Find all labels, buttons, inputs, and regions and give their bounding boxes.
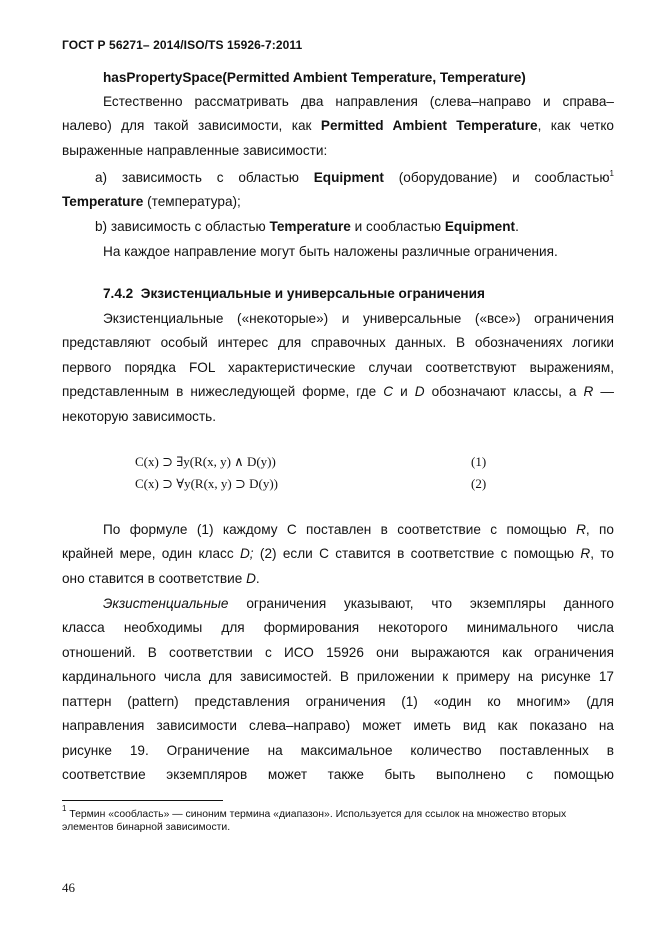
para4-l2-mid: (2) если C ставится в соответствие с помощью bbox=[253, 546, 581, 561]
para5-line8 bbox=[62, 763, 614, 787]
para5-l5-text: паттерн (pattern) представления ограничения (1) «один ко многим» (для bbox=[62, 694, 614, 709]
para5-line7 bbox=[62, 739, 614, 763]
var-d-2: D; bbox=[239, 546, 254, 561]
formula-1-number: (1) bbox=[471, 454, 487, 469]
para5-line1 bbox=[103, 592, 614, 616]
para4-line2 bbox=[62, 542, 614, 566]
para5-line5 bbox=[62, 690, 614, 714]
var-r-2: R bbox=[576, 522, 586, 537]
list-item-a bbox=[95, 166, 614, 190]
para3-line2 bbox=[62, 331, 614, 355]
para3-line4-pre: представленным в нижеследующей форме, где bbox=[62, 384, 384, 399]
list-item-a-cont bbox=[62, 190, 614, 214]
var-r: R bbox=[583, 384, 594, 399]
para1-line3: выраженные направленные зависимости: bbox=[62, 143, 328, 158]
item-b-post: . bbox=[515, 219, 519, 234]
para4-l2-post: , то bbox=[590, 546, 614, 561]
para4-line1 bbox=[103, 518, 614, 542]
term-temperature-b: Temperature bbox=[269, 219, 351, 234]
para4-l1-post: , по bbox=[585, 522, 614, 537]
item-a-pre: а) зависимость с областью bbox=[95, 170, 314, 185]
para5-l7-text: рисунке 19. Ограничение на максимальное количество поставленных в bbox=[62, 743, 614, 758]
para5-line2 bbox=[62, 616, 614, 640]
para3-line4-mid: и bbox=[393, 384, 415, 399]
para5-l2-text: класса необходимы для формирования некоторого минимального числа bbox=[62, 620, 614, 635]
para1-line1-text: Естественно рассматривать два направления (слева–направо и справа– bbox=[103, 94, 614, 109]
para5-line4 bbox=[62, 665, 614, 689]
formula-1: C(x) ⊃ ∃y(R(x, y) ∧ D(y)) bbox=[135, 454, 276, 469]
item-b-pre: b) зависимость с областью bbox=[95, 219, 270, 234]
footnote-text: Термин «сообласть» — синоним термина «диапазон». Используется для ссылок на множество вторых элементов бинарной зависимости. bbox=[62, 809, 567, 833]
term-temperature: Temperature bbox=[62, 194, 144, 209]
para5-l4-text: кардинального числа для зависимостей. В приложении к примеру на рисунке 17 bbox=[62, 669, 614, 684]
term-equipment: Equipment bbox=[313, 170, 384, 185]
var-d-3: D bbox=[246, 571, 256, 586]
formula-2: C(x) ⊃ ∀y(R(x, y) ⊃ D(y)) bbox=[135, 476, 278, 491]
para3-line1 bbox=[103, 307, 614, 331]
para3-line5: некоторую зависимость. bbox=[62, 409, 217, 424]
para1-line2-post: , как четко bbox=[537, 118, 614, 133]
para3-line4 bbox=[62, 380, 614, 404]
para5-l1-post: ограничения указывают, что экземпляры данного bbox=[228, 596, 614, 611]
footnote-marker: 1 bbox=[62, 804, 67, 813]
para3-line3-text: первого порядка FOL характеристические случаи соответствуют выражениям, bbox=[62, 360, 614, 375]
formula-2-number: (2) bbox=[471, 476, 487, 491]
para5-l3-text: отношений. В соответствии с ИСО 15926 они выражаются как ограничения bbox=[62, 645, 614, 660]
item-a-mid: (оборудование) и сообластью bbox=[383, 170, 610, 185]
para1-line2-pre: налево) для такой зависимости, как bbox=[62, 118, 321, 133]
para5-l6-text: направления зависимости слева–направо) может иметь вид как показано на bbox=[62, 718, 614, 733]
page-number: 46 bbox=[62, 880, 75, 895]
para1-line2 bbox=[62, 114, 614, 138]
term-permitted-ambient-temperature: Permitted Ambient Temperature bbox=[320, 118, 538, 133]
section-title: Экзистенциальные и универсальные ограничения bbox=[140, 286, 485, 301]
para5-line6 bbox=[62, 714, 614, 738]
para3-line3 bbox=[62, 356, 614, 380]
para5-line3 bbox=[62, 641, 614, 665]
item-b-mid: и сообластью bbox=[350, 219, 445, 234]
var-d: D bbox=[414, 384, 425, 399]
para2: На каждое направление могут быть наложены различные ограничения. bbox=[103, 244, 558, 259]
var-r-3: R bbox=[580, 546, 591, 561]
para4-l1-pre: По формуле (1) каждому C поставлен в соответствие с помощью bbox=[103, 522, 577, 537]
para3-line2-text: представляют особый интерес для справочных данных. В обозначениях логики bbox=[62, 335, 614, 350]
para4-l2-pre: крайней мере, один класс bbox=[62, 546, 240, 561]
item-a-post: (температура); bbox=[143, 194, 241, 209]
footnote bbox=[62, 804, 614, 834]
section-heading bbox=[103, 282, 485, 306]
term-equipment-b: Equipment bbox=[444, 219, 516, 234]
para3-line4-mid2: обозначают классы, а bbox=[424, 384, 584, 399]
para5-l8-text: соответствие экземпляров может также быть выполнено с помощью bbox=[62, 767, 614, 782]
para1-line1 bbox=[103, 90, 614, 114]
para4-l3-post: . bbox=[255, 571, 260, 586]
footnote-ref: 1 bbox=[609, 169, 614, 178]
para3-line4-post: — bbox=[593, 384, 614, 399]
document-header: ГОСТ Р 56271– 2014/ISO/TS 15926-7:2011 bbox=[62, 38, 303, 52]
var-c: C bbox=[383, 384, 394, 399]
para4-line3 bbox=[62, 567, 614, 591]
para4-l3-pre: оно ставится в соответствие bbox=[62, 571, 247, 586]
heading-relation: hasPropertySpace(Permitted Ambient Temperature, Temperature) bbox=[103, 70, 526, 85]
term-existential: Экзистенциальные bbox=[103, 596, 229, 611]
para3-line1-text: Экзистенциальные («некоторые») и универсальные («все») ограничения bbox=[103, 311, 614, 326]
section-number: 7.4.2 bbox=[103, 286, 134, 301]
footnote-divider bbox=[62, 800, 223, 801]
list-item-b bbox=[95, 215, 519, 239]
